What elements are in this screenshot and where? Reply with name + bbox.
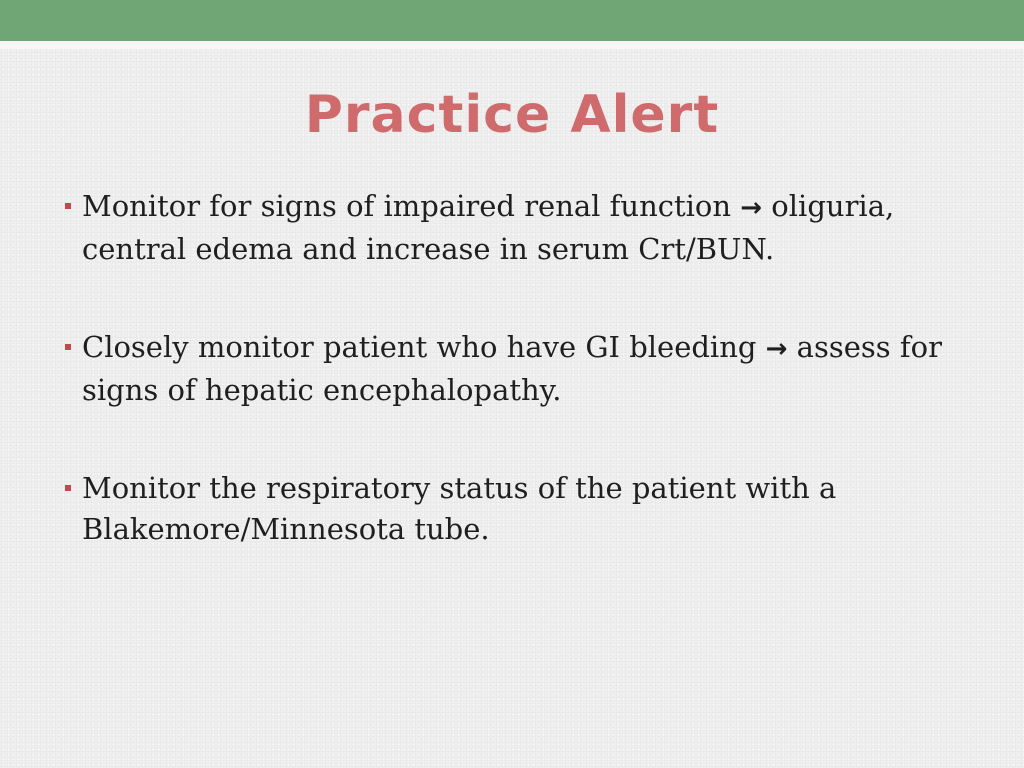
square-bullet-icon <box>65 344 71 350</box>
top-bar-divider <box>0 41 1024 49</box>
square-bullet-icon <box>65 203 71 209</box>
slide-title: Practice Alert <box>304 85 720 145</box>
bullet-text: oliguria, central edema and increase in serum Crt/BUN. <box>82 189 895 266</box>
bullet-text: Monitor the respiratory status of the patient with a Blakemore/Minnesota tube. <box>82 471 837 546</box>
bullet-item-gi-bleeding <box>60 327 960 411</box>
square-bullet-icon <box>65 485 71 491</box>
right-arrow-icon: → <box>740 193 763 223</box>
top-accent-bar <box>0 0 1024 41</box>
bullet-text: Monitor for signs of impaired renal function <box>82 189 741 223</box>
bullet-list <box>60 186 960 607</box>
bullet-item-respiratory <box>60 468 960 550</box>
bullet-text: Closely monitor patient who have GI bleeding <box>82 330 766 364</box>
bullet-item-renal <box>60 186 960 270</box>
bullet-text: assess for signs of hepatic encephalopathy. <box>82 330 942 407</box>
right-arrow-icon: → <box>765 334 788 364</box>
